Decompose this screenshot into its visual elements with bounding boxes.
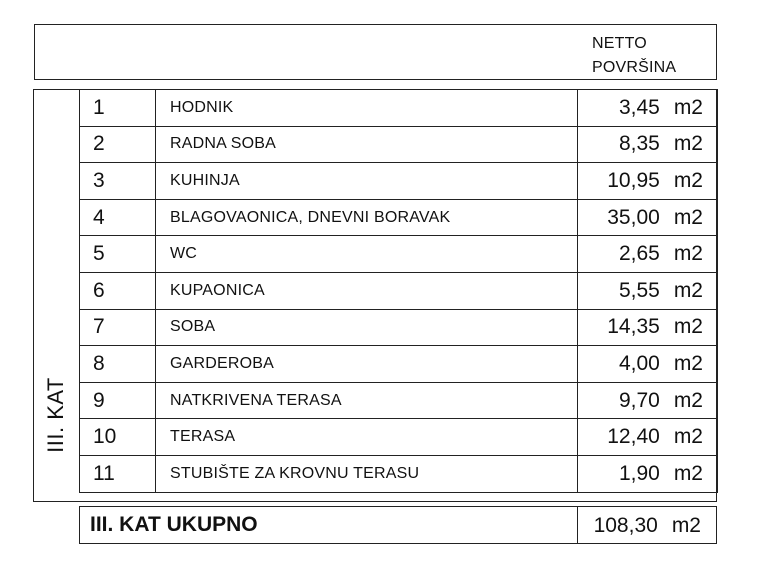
room-number: 6	[80, 272, 156, 309]
room-name: SOBA	[156, 309, 578, 346]
room-area-unit: m2	[673, 168, 703, 192]
room-area: 10,95	[607, 168, 660, 192]
room-name: KUHINJA	[156, 163, 578, 200]
table-row	[80, 272, 718, 309]
room-number: 8	[80, 346, 156, 383]
room-name: KUPAONICA	[156, 272, 578, 309]
room-area-unit: m2	[673, 132, 703, 156]
header-line-1: NETTO	[592, 35, 647, 52]
room-number: 9	[80, 382, 156, 419]
total-row	[79, 506, 717, 544]
room-area: 1,90	[618, 461, 660, 485]
room-name: BLAGOVAONICA, DNEVNI BORAVAK	[156, 199, 578, 236]
room-area-unit: m2	[673, 351, 703, 375]
room-name: TERASA	[156, 419, 578, 456]
room-area-unit: m2	[673, 278, 703, 302]
room-number: 2	[80, 126, 156, 163]
room-area-cell	[578, 236, 718, 273]
room-number: 4	[80, 199, 156, 236]
total-unit: m2	[671, 514, 701, 537]
room-area: 4,00	[618, 351, 660, 375]
room-number: 5	[80, 236, 156, 273]
room-area-cell	[578, 272, 718, 309]
header-line-2: POVRŠINA	[592, 59, 677, 76]
total-value	[594, 514, 701, 538]
table-row	[80, 309, 718, 346]
room-area: 35,00	[607, 205, 660, 229]
room-area-cell	[578, 419, 718, 456]
room-area-cell	[578, 309, 718, 346]
rooms-table	[79, 89, 718, 493]
room-area: 3,45	[618, 95, 660, 119]
table-row	[80, 90, 718, 127]
room-area-cell	[578, 382, 718, 419]
table-row	[80, 419, 718, 456]
room-area-unit: m2	[673, 315, 703, 339]
table-row	[80, 455, 718, 492]
room-name: NATKRIVENA TERASA	[156, 382, 578, 419]
room-number: 1	[80, 90, 156, 127]
room-area-cell	[578, 199, 718, 236]
table-row	[80, 236, 718, 273]
floor-label: III. KAT	[43, 377, 68, 453]
table-row	[80, 346, 718, 383]
table-row	[80, 163, 718, 200]
room-area-cell	[578, 126, 718, 163]
room-area-unit: m2	[673, 388, 703, 412]
room-name: HODNIK	[156, 90, 578, 127]
room-area-unit: m2	[673, 205, 703, 229]
room-number: 10	[80, 419, 156, 456]
room-area-cell	[578, 90, 718, 127]
room-area-unit: m2	[673, 242, 703, 266]
room-area-cell	[578, 346, 718, 383]
table-row	[80, 199, 718, 236]
room-area-unit: m2	[673, 425, 703, 449]
table-row	[80, 126, 718, 163]
room-area-unit: m2	[673, 461, 703, 485]
room-area: 5,55	[618, 278, 660, 302]
room-area-cell	[578, 163, 718, 200]
room-area: 2,65	[618, 242, 660, 266]
room-area-cell	[578, 455, 718, 492]
total-label: III. KAT UKUPNO	[90, 513, 258, 536]
room-number: 3	[80, 163, 156, 200]
total-divider	[577, 507, 578, 543]
table-row	[80, 382, 718, 419]
room-area: 8,35	[618, 132, 660, 156]
room-area: 14,35	[607, 315, 660, 339]
room-area: 12,40	[607, 425, 660, 449]
room-area-unit: m2	[673, 95, 703, 119]
room-name: WC	[156, 236, 578, 273]
netto-area-header	[592, 32, 676, 80]
room-name: STUBIŠTE ZA KROVNU TERASU	[156, 455, 578, 492]
total-area: 108,30	[593, 514, 658, 537]
room-number: 7	[80, 309, 156, 346]
room-area: 9,70	[618, 388, 660, 412]
room-name: RADNA SOBA	[156, 126, 578, 163]
room-name: GARDEROBA	[156, 346, 578, 383]
room-number: 11	[80, 455, 156, 492]
